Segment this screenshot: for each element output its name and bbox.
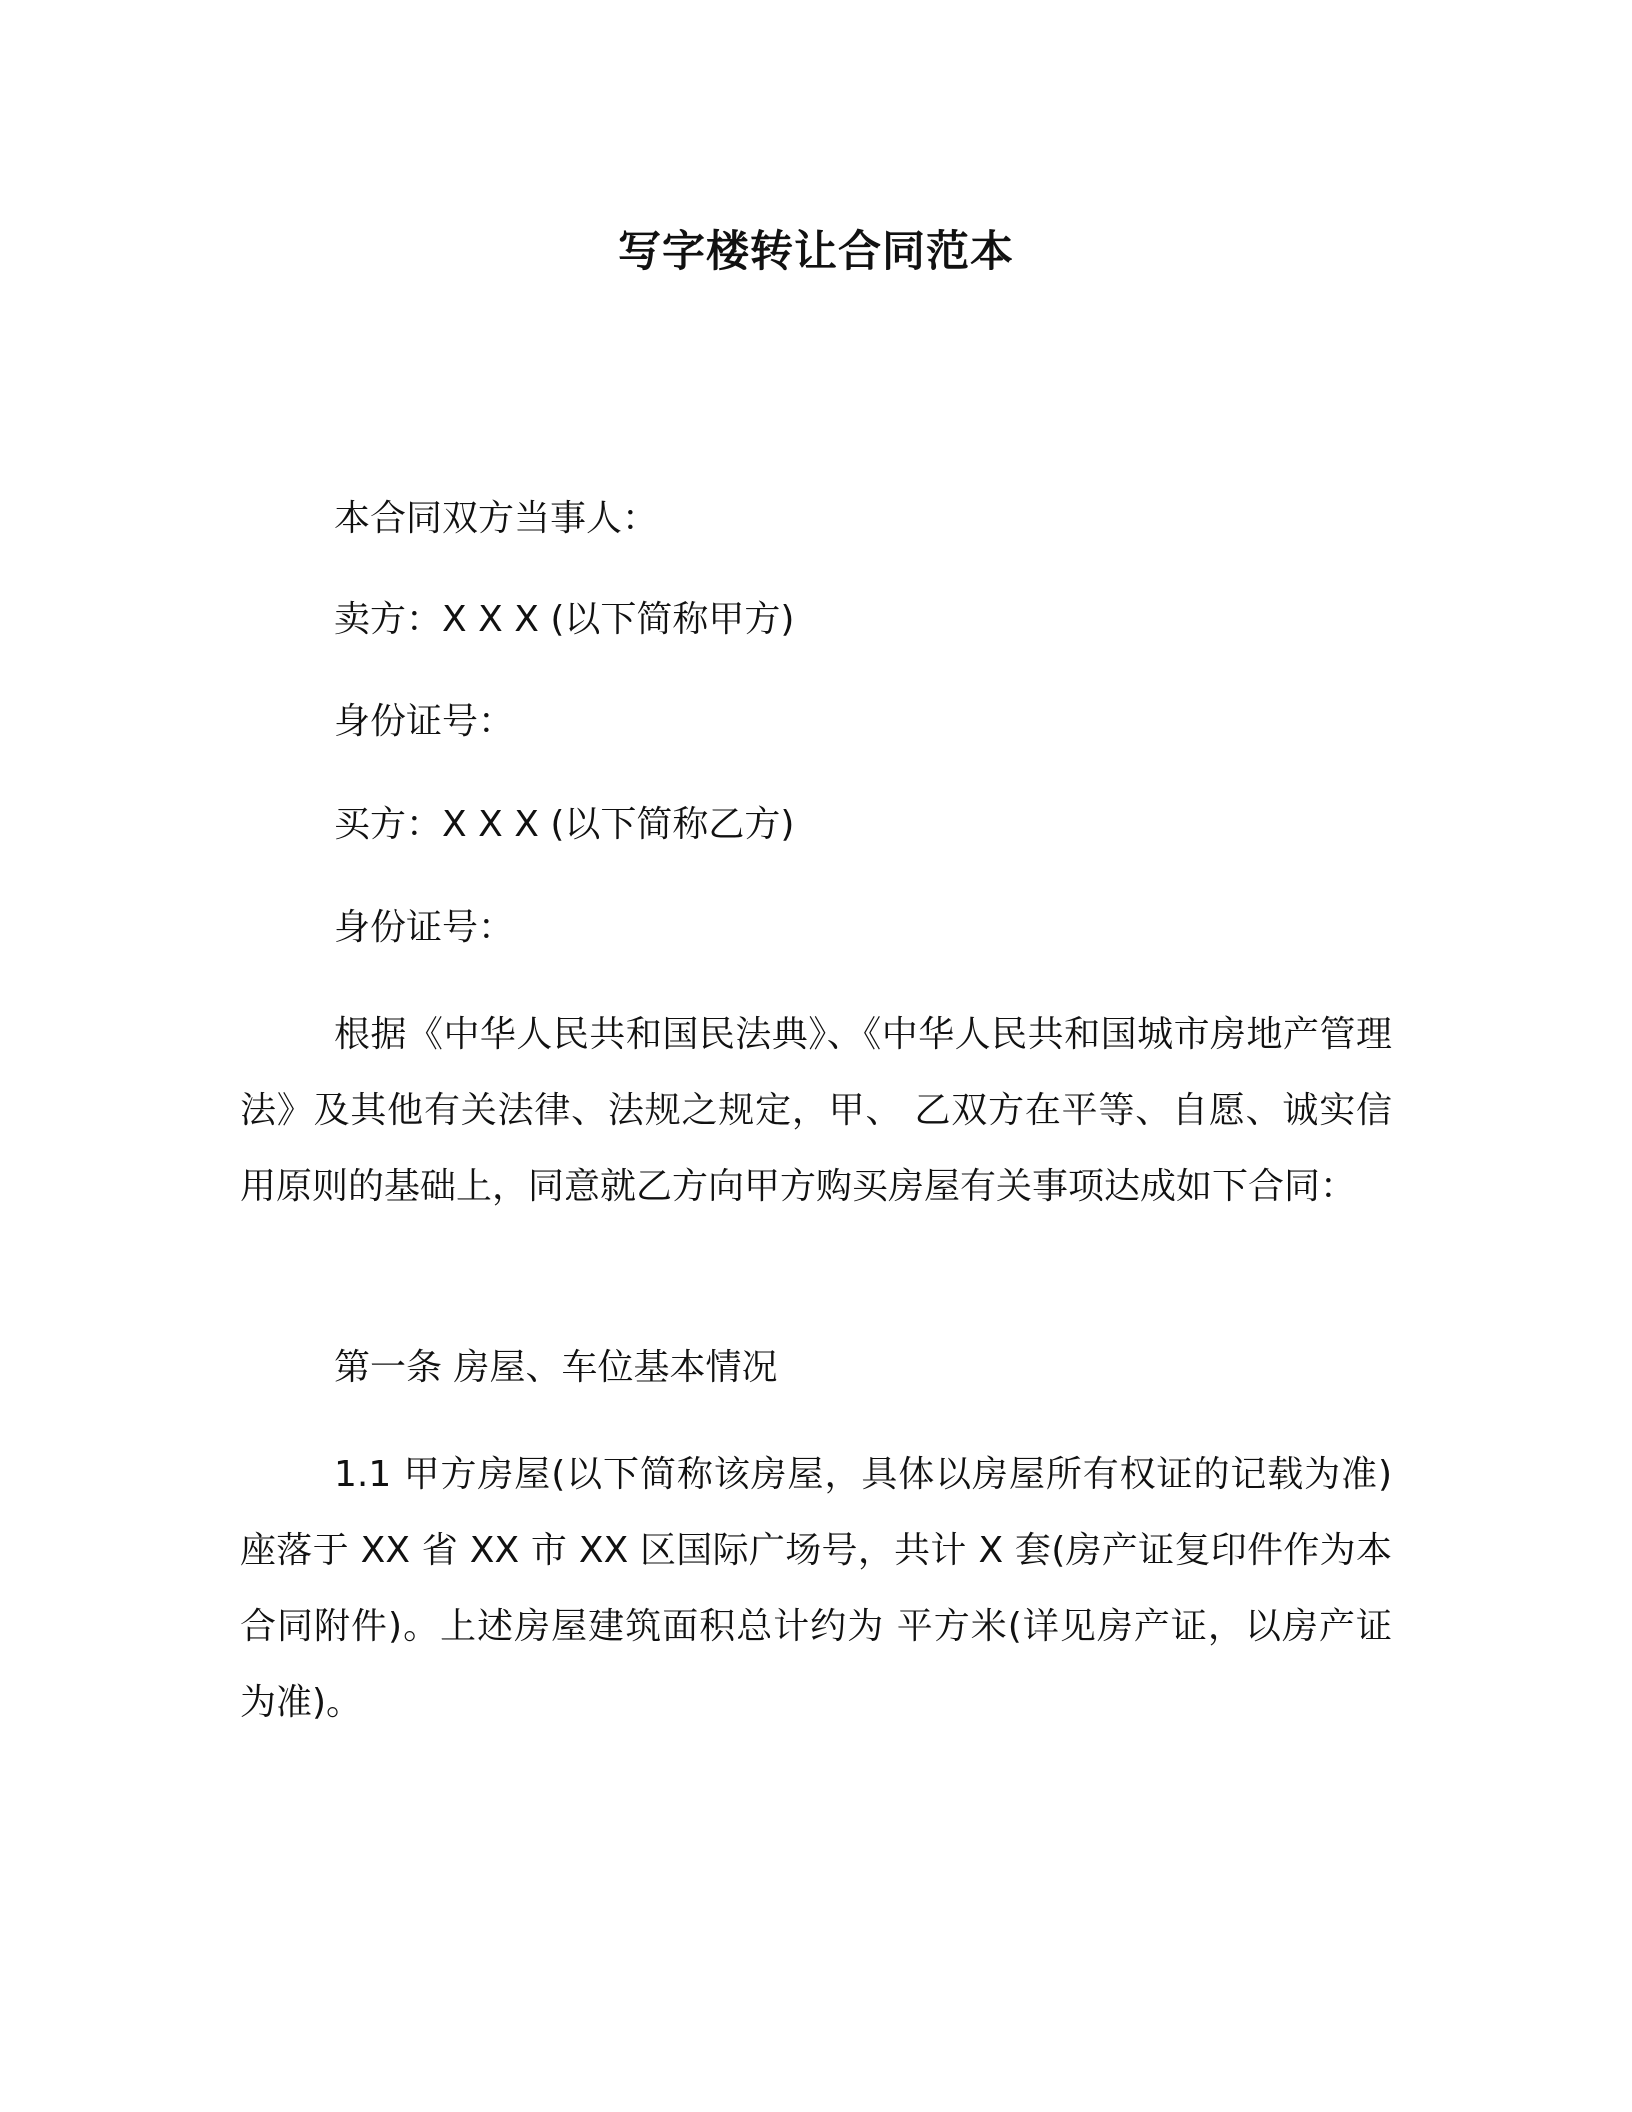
parties-heading: 本合同双方当事人：	[334, 498, 659, 539]
clause-1-1-paragraph: 1.1 甲方房屋(以下简称该房屋，具体以房屋所有权证的记载为准)座落于 XX 省 XX 市 XX 区国际广场号，共计 X 套(房产证复印件作为本合同附件)。上述房屋建筑面积总计约为 平方米(详见房产证，以房产证为准)。	[240, 1454, 1392, 1723]
buyer-line: 买方：X X X (以下简称乙方)	[334, 804, 795, 845]
seller-line: 卖方：X X X (以下简称甲方)	[334, 599, 795, 640]
seller-id-line: 身份证号：	[334, 701, 515, 742]
buyer-id-line: 身份证号：	[334, 907, 515, 948]
preamble-paragraph: 根据《中华人民共和国民法典》、《中华人民共和国城市房地产管理法》及其他有关法律、法规之规定，甲、 乙双方在平等、自愿、诚实信用原则的基础上，同意就乙方向甲方购买房屋有关事项达成如下合同：	[240, 1014, 1392, 1207]
article-1-heading: 第一条 房屋、车位基本情况	[334, 1347, 778, 1388]
document-title: 写字楼转让合同范本	[618, 227, 1014, 277]
